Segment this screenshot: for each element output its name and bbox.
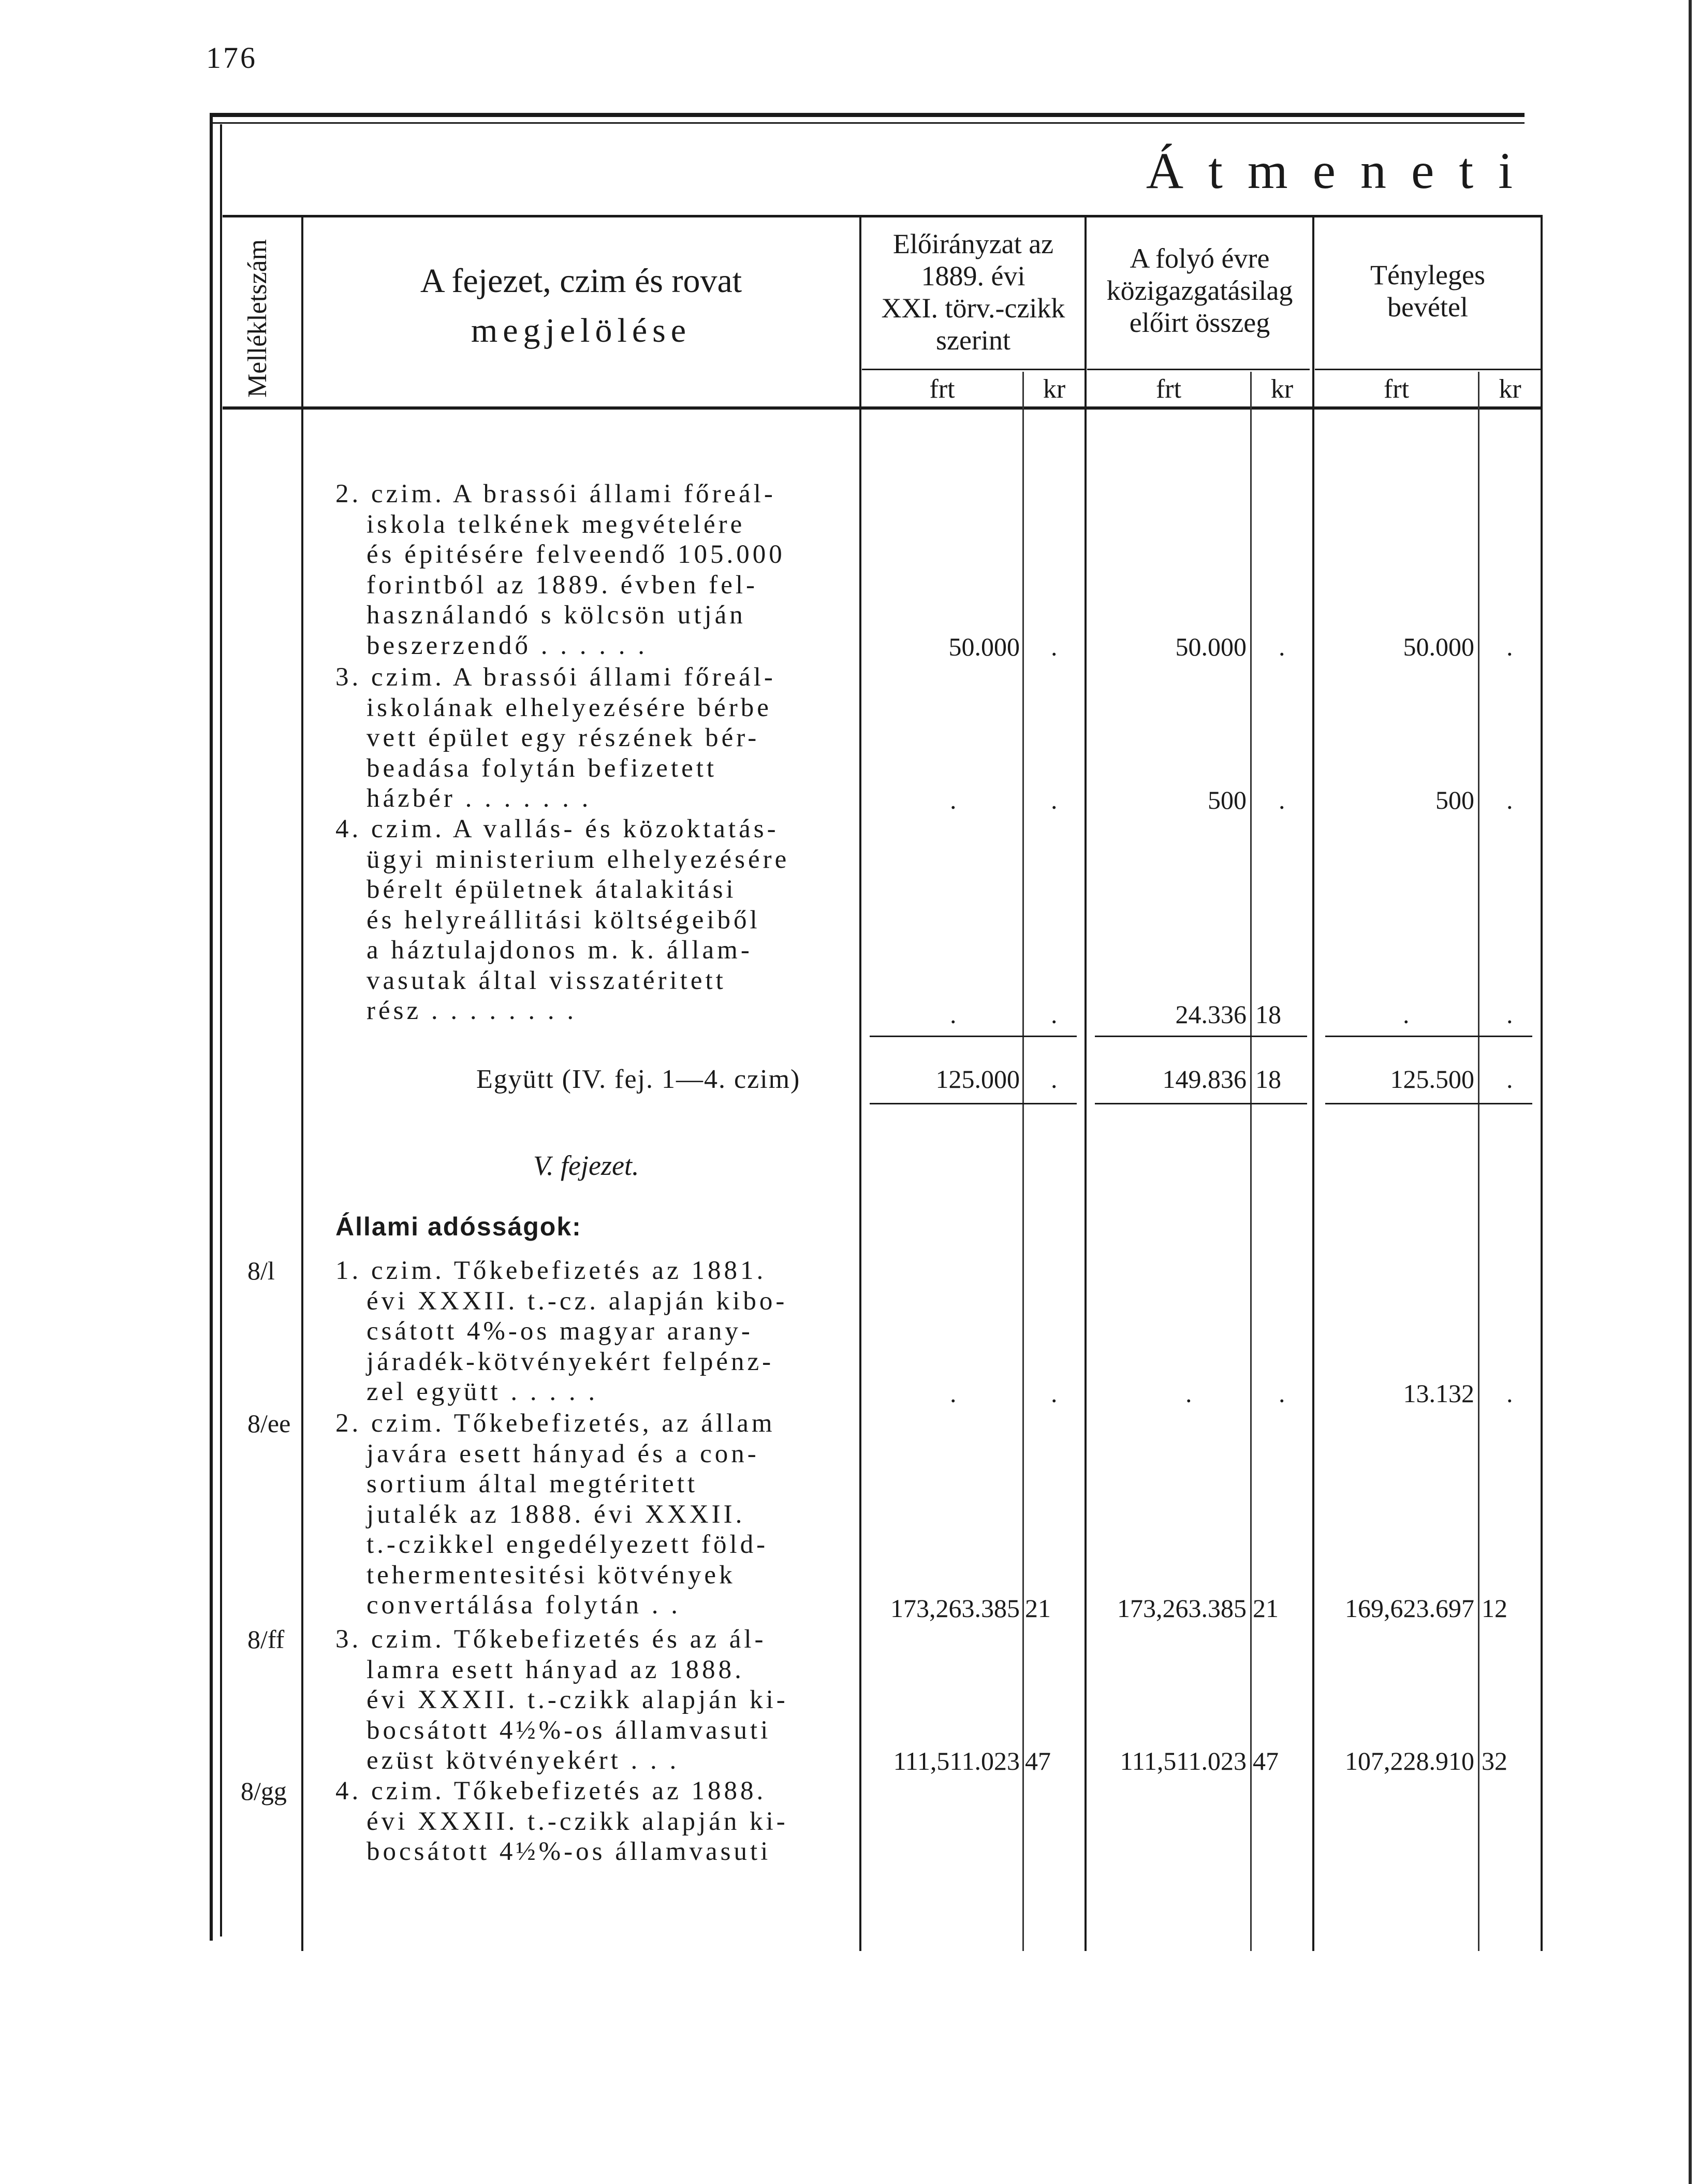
- v-2-ref: 8/ee: [247, 1409, 291, 1438]
- desc-header-line1: A fejezet, czim és rovat: [420, 262, 742, 300]
- col-line-c1: [1085, 216, 1087, 1951]
- col-line-c3-kr: [1478, 372, 1479, 1951]
- item-line: bocsátott 4½%-os államvasuti: [367, 1837, 771, 1866]
- item-line: 4. czim. A vallás- és közoktatás-: [335, 814, 779, 843]
- item-line: beadása folytán befizetett: [367, 753, 717, 783]
- item-line: rész . . . . . . . .: [367, 996, 577, 1025]
- top-rule-thick: [210, 113, 1525, 117]
- iv-3-c1-kr: .: [1051, 785, 1058, 814]
- header-title: Átmeneti: [1146, 142, 1537, 199]
- c2-unit-frt: frt: [1155, 374, 1182, 404]
- item-line: évi XXXII. t.-czikk alapján ki-: [367, 1807, 788, 1836]
- c3-unit-frt: frt: [1383, 374, 1410, 404]
- c3-column-header: [1315, 259, 1541, 323]
- sum-rule-c1: [870, 1036, 1077, 1037]
- iv-3-c2-kr: .: [1279, 785, 1285, 814]
- section-iv-item-4: [335, 814, 789, 1026]
- v-1-c2-kr: .: [1279, 1379, 1285, 1408]
- item-line: 2. czim. Tőkebefizetés, az állam: [335, 1409, 775, 1438]
- v-1-c2-frt: .: [1185, 1379, 1192, 1408]
- v-1-c3-kr: .: [1506, 1379, 1513, 1408]
- item-line: ezüst kötvényekért . . .: [367, 1746, 680, 1775]
- item-line: és helyreállitási költségeiből: [367, 905, 760, 935]
- item-line: 3. czim. Tőkebefizetés és az ál-: [335, 1625, 767, 1654]
- left-border-inner: [220, 124, 222, 1937]
- iv-2-c2-frt: 50.000: [1175, 632, 1247, 661]
- section-v-subheading: Állami adósságok:: [335, 1212, 582, 1241]
- v-3-c1-kr: 47: [1025, 1746, 1051, 1775]
- item-line: házbér . . . . . . .: [367, 784, 592, 813]
- item-line: évi XXXII. t.-cz. alapján kibo-: [367, 1286, 788, 1316]
- section-v-heading: V. fejezet.: [533, 1150, 639, 1181]
- section-v-item-3: [335, 1624, 788, 1776]
- iv-total-c2-frt: 149.836: [1162, 1065, 1247, 1094]
- iv-4-c2-frt: 24.336: [1175, 1000, 1247, 1029]
- iv-2-c1-frt: 50.000: [948, 632, 1020, 661]
- item-line: a háztulajdonos m. k. állam-: [367, 936, 753, 965]
- v-3-c3-kr: 32: [1482, 1746, 1507, 1775]
- iv-4-c1-kr: .: [1051, 1000, 1058, 1029]
- item-line: bérelt épületnek átalakitási: [367, 875, 737, 904]
- v-3-c3-frt: 107,228.910: [1345, 1746, 1474, 1775]
- header-bottom-rule: [223, 406, 1543, 410]
- section-v-item-1: [335, 1256, 787, 1407]
- ref-column-header: Mellékletszám: [243, 239, 272, 398]
- item-line: tehermentesitési kötvények: [367, 1560, 736, 1590]
- item-line: 2. czim. A brassói állami főreál-: [335, 479, 776, 508]
- v-2-c3-frt: 169,623.697: [1345, 1594, 1474, 1623]
- c2-header-line1: A folyó évre: [1130, 243, 1270, 274]
- c1-unit-kr: kr: [1043, 374, 1066, 404]
- item-line: 4. czim. Tőkebefizetés az 1888.: [335, 1777, 767, 1806]
- iv-4-c2-kr: 18: [1255, 1000, 1281, 1029]
- item-line: jutalék az 1888. évi XXXII.: [367, 1499, 745, 1529]
- page-number: 176: [206, 41, 257, 75]
- v-2-c1-kr: 21: [1025, 1594, 1051, 1623]
- item-line: csátott 4%-os magyar arany-: [367, 1317, 753, 1346]
- desc-column-header: [305, 256, 857, 356]
- col-line-c2: [1312, 216, 1314, 1951]
- total-rule-c2: [1095, 1103, 1307, 1104]
- section-v-item-2: [335, 1408, 775, 1621]
- v-2-c1-frt: 173,263.385: [890, 1594, 1020, 1623]
- item-line: járadék-kötvényekért felpénz-: [367, 1347, 774, 1376]
- item-line: ügyi ministerium elhelyezésére: [367, 845, 790, 874]
- c1-header-line2: 1889. évi: [921, 260, 1025, 292]
- section-iv-total-label: Együtt (IV. fej. 1—4. czim): [476, 1065, 801, 1094]
- iv-total-c1-frt: 125.000: [935, 1065, 1020, 1094]
- iv-4-c1-frt: .: [950, 1000, 957, 1029]
- c2-column-header: [1087, 242, 1312, 339]
- c1-header-line4: szerint: [936, 325, 1010, 356]
- col-line-c3-end: [1541, 216, 1543, 1951]
- v-1-c1-kr: .: [1051, 1379, 1058, 1408]
- v-1-c3-frt: 13.132: [1403, 1379, 1474, 1408]
- iv-total-c3-kr: .: [1506, 1065, 1513, 1094]
- col-line-desc: [859, 216, 861, 1951]
- c3-unit-kr: kr: [1499, 374, 1521, 404]
- c1-unit-frt: frt: [929, 374, 955, 404]
- iv-total-c1-kr: .: [1051, 1065, 1058, 1094]
- c1-column-header: [862, 228, 1085, 356]
- section-iv-item-3: [335, 662, 776, 814]
- item-line: vasutak által visszatéritett: [367, 966, 726, 995]
- c1-header-line3: XXI. törv.-czikk: [881, 293, 1065, 324]
- desc-header-line2: megjelölése: [471, 312, 692, 350]
- item-line: convertálása folytán . .: [367, 1591, 681, 1620]
- col-line-ref: [301, 216, 303, 1951]
- item-line: bocsátott 4½%-os államvasuti: [367, 1715, 771, 1745]
- header-top-rule: [223, 215, 1543, 217]
- iv-3-c3-kr: .: [1506, 785, 1513, 814]
- c2-header-line3: előirt összeg: [1129, 307, 1270, 338]
- item-line: beszerzendő . . . . . .: [367, 631, 648, 660]
- iv-2-c1-kr: .: [1051, 632, 1058, 661]
- v-1-c1-frt: .: [950, 1379, 957, 1408]
- item-line: zel együtt . . . . .: [367, 1377, 598, 1406]
- total-rule-c1: [870, 1103, 1077, 1104]
- c1-header-line1: Előirányzat az: [892, 228, 1054, 259]
- v-3-c1-frt: 111,511.023: [893, 1746, 1020, 1775]
- item-line: használandó s kölcsön utján: [367, 601, 746, 630]
- iv-4-c3-frt: .: [1403, 1000, 1410, 1029]
- col-line-c2-kr: [1250, 372, 1252, 1951]
- unit-rule-c3: [1315, 369, 1543, 370]
- section-v-item-4: [335, 1776, 788, 1867]
- sum-rule-c3: [1325, 1036, 1532, 1037]
- v-3-ref: 8/ff: [247, 1625, 285, 1654]
- c3-header-line2: bevétel: [1387, 292, 1468, 323]
- col-line-c1-kr: [1022, 372, 1024, 1951]
- left-border-outer: [210, 113, 213, 1941]
- iv-3-c3-frt: 500: [1435, 785, 1474, 814]
- v-1-ref: 8/l: [247, 1256, 275, 1285]
- v-2-c2-kr: 21: [1253, 1594, 1279, 1623]
- top-rule-thin: [210, 122, 1525, 124]
- c2-unit-kr: kr: [1270, 374, 1294, 404]
- item-line: forintból az 1889. évben fel-: [367, 570, 758, 600]
- iv-3-c2-frt: 500: [1208, 785, 1247, 814]
- item-line: évi XXXII. t.-czikk alapján ki-: [367, 1685, 788, 1714]
- iv-3-c1-frt: .: [950, 785, 957, 814]
- binding-edge: [1689, 0, 1692, 2184]
- iv-4-c3-kr: .: [1506, 1000, 1513, 1029]
- unit-rule-c2: [1087, 369, 1310, 370]
- iv-total-c2-kr: 18: [1255, 1065, 1281, 1094]
- total-rule-c3: [1325, 1103, 1532, 1104]
- item-line: 3. czim. A brassói állami főreál-: [335, 663, 776, 692]
- item-line: iskolának elhelyezésére bérbe: [367, 693, 772, 722]
- sum-rule-c2: [1095, 1036, 1307, 1037]
- v-3-c2-frt: 111,511.023: [1120, 1746, 1247, 1775]
- item-line: javára esett hányad és a con-: [367, 1439, 759, 1468]
- item-line: sortium által megtéritett: [367, 1469, 698, 1498]
- c2-header-line2: közigazgatásilag: [1106, 275, 1293, 306]
- c3-header-line1: Tényleges: [1370, 259, 1485, 290]
- iv-2-c2-kr: .: [1279, 632, 1285, 661]
- iv-total-c3-frt: 125.500: [1390, 1065, 1474, 1094]
- iv-2-c3-kr: .: [1506, 632, 1513, 661]
- item-line: iskola telkének megvételére: [367, 509, 745, 539]
- v-2-c3-kr: 12: [1482, 1594, 1507, 1623]
- item-line: lamra esett hányad az 1888.: [367, 1655, 744, 1684]
- section-iv-item-2: [335, 479, 785, 661]
- item-line: t.-czikkel engedélyezett föld-: [367, 1530, 769, 1559]
- v-4-ref: 8/gg: [241, 1777, 287, 1806]
- unit-rule-c1: [862, 369, 1085, 370]
- item-line: vett épület egy részének bér-: [367, 723, 760, 752]
- item-line: 1. czim. Tőkebefizetés az 1881.: [335, 1256, 767, 1285]
- item-line: és épitésére felveendő 105.000: [367, 540, 785, 569]
- iv-2-c3-frt: 50.000: [1403, 632, 1474, 661]
- v-2-c2-frt: 173,263.385: [1117, 1594, 1247, 1623]
- v-3-c2-kr: 47: [1253, 1746, 1279, 1775]
